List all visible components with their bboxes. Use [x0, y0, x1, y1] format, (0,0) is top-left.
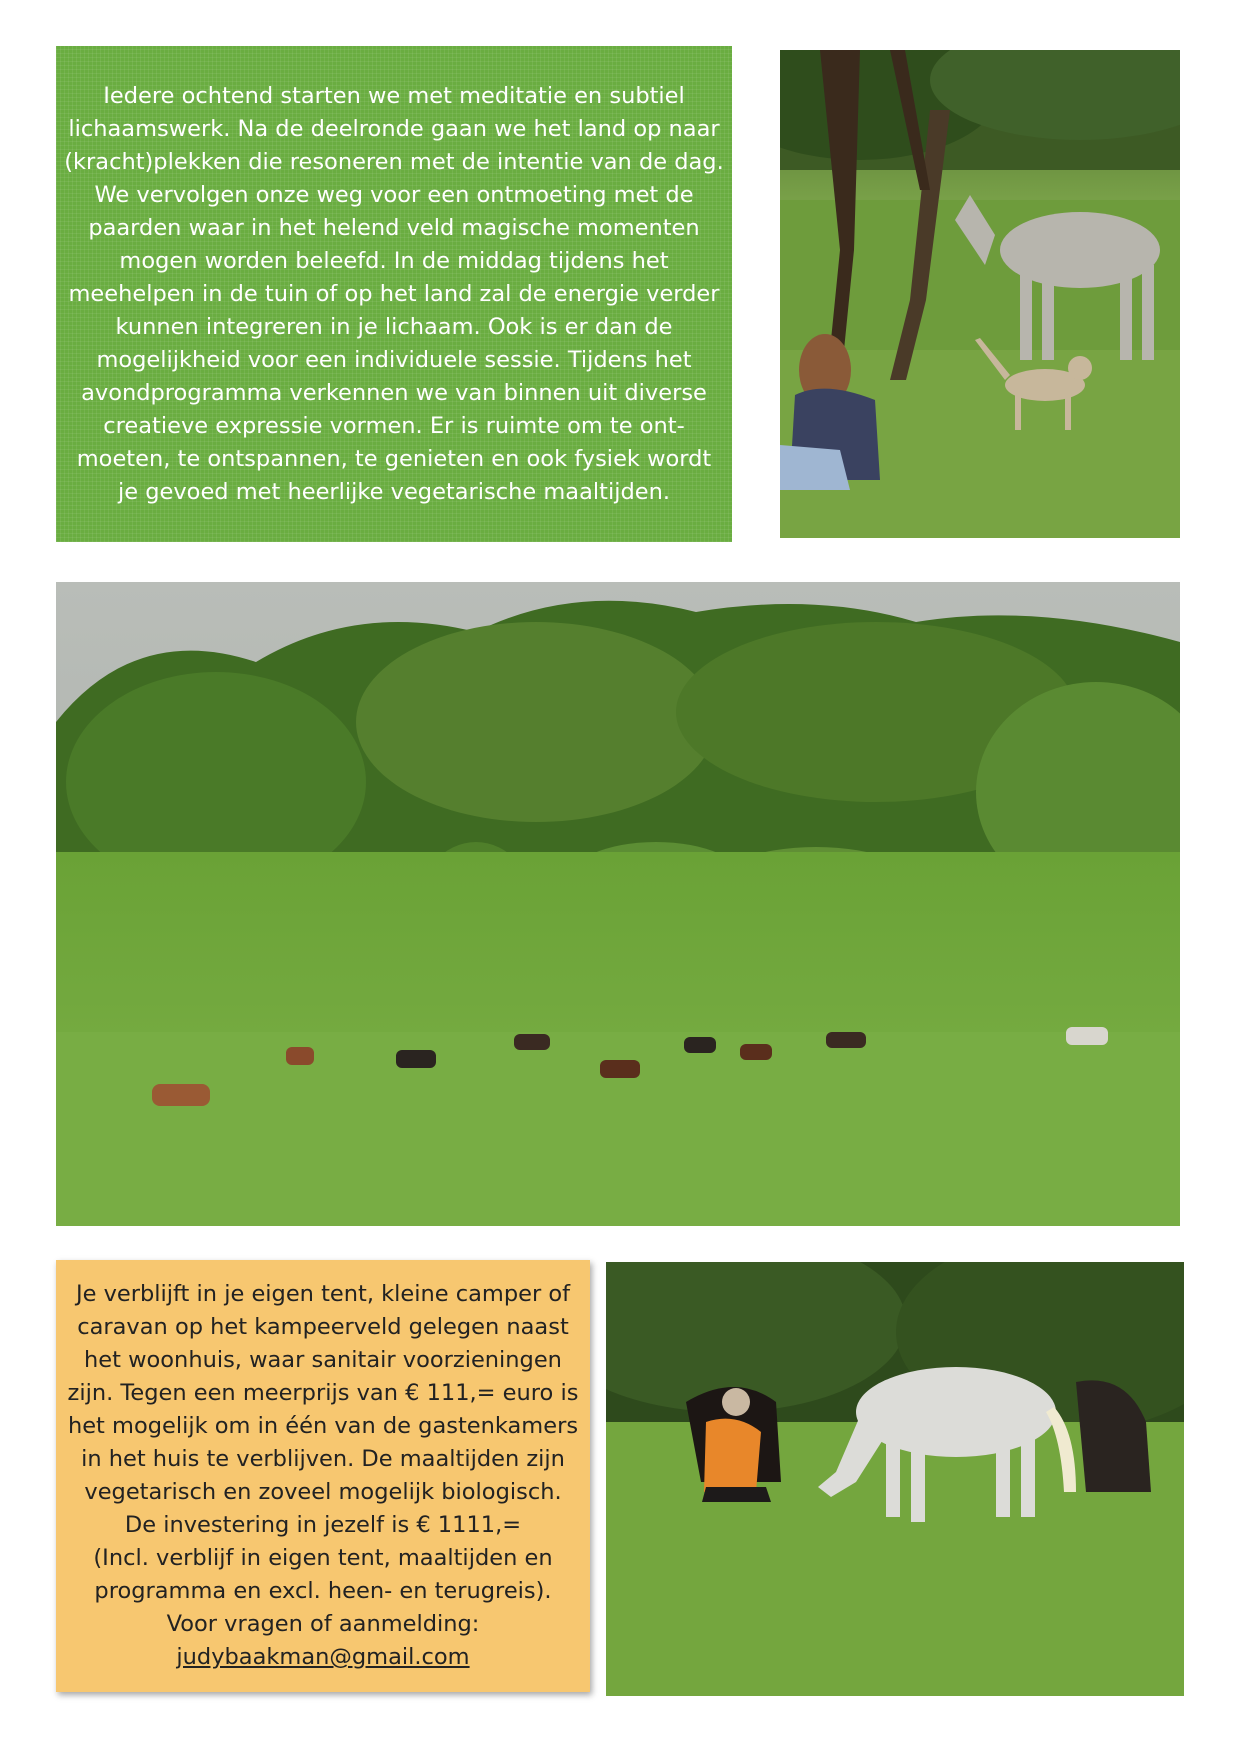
email-link[interactable]: judybaakman@gmail.com	[176, 1644, 470, 1670]
intro-text-box	[56, 46, 732, 542]
intro-paragraph: Iedere ochtend starten we met meditatie en subtiel lichaamswerk. Na de deelronde gaan we het land op naar (kracht)plekken die resoneren met de intentie van de dag. We vervolgen onze weg voor een ontmoeting met de paarden waar in het helend veld magische momenten mogen worden beleefd. In de middag tijdens het meehelpen in de tuin of op het land zal de energie verder kunnen integreren in je lichaam. Ook is er dan de mogelijkheid voor een individuele sessie. Tijdens het avondprogramma verkennen we van binnen uit diverse creatieve expressie vormen. Er is ruimte om te ont-moeten, te ontspannen, te genieten en ook fysiek wordt je gevoed met heerlijke vegetarische maaltijden.	[64, 82, 724, 505]
stay-line: programma en excl. heen- en terugreis).	[94, 1578, 552, 1604]
stay-line: Je verblijft in je eigen tent, kleine camper of	[75, 1281, 571, 1307]
photo-woman-with-white-horse	[606, 1262, 1184, 1696]
stay-line: caravan op het kampeerveld gelegen naast	[77, 1314, 569, 1340]
photo-horses-in-meadow	[56, 582, 1180, 1226]
stay-line: vegetarisch en zoveel mogelijk biologisch.	[84, 1479, 562, 1505]
stay-line: het woonhuis, waar sanitair voorzieningen	[84, 1347, 562, 1373]
photo-girl-with-horse-and-dog	[780, 50, 1180, 538]
photo-girl-horse-illustration	[780, 50, 1180, 538]
price-line: De investering in jezelf is € 1111,=	[124, 1512, 522, 1538]
stay-info-box	[56, 1260, 590, 1692]
stay-line: het mogelijk om in één van de gastenkamers	[67, 1413, 579, 1439]
photo-woman-horse-illustration	[606, 1262, 1184, 1696]
stay-line: (Incl. verblijf in eigen tent, maaltijden en	[93, 1545, 553, 1571]
stay-line: zijn. Tegen een meerprijs van € 111,= euro is	[67, 1380, 579, 1406]
contact-line: Voor vragen of aanmelding:	[166, 1611, 480, 1637]
photo-herd-illustration	[56, 582, 1180, 1226]
stay-line: in het huis te verblijven. De maaltijden zijn	[81, 1446, 565, 1472]
